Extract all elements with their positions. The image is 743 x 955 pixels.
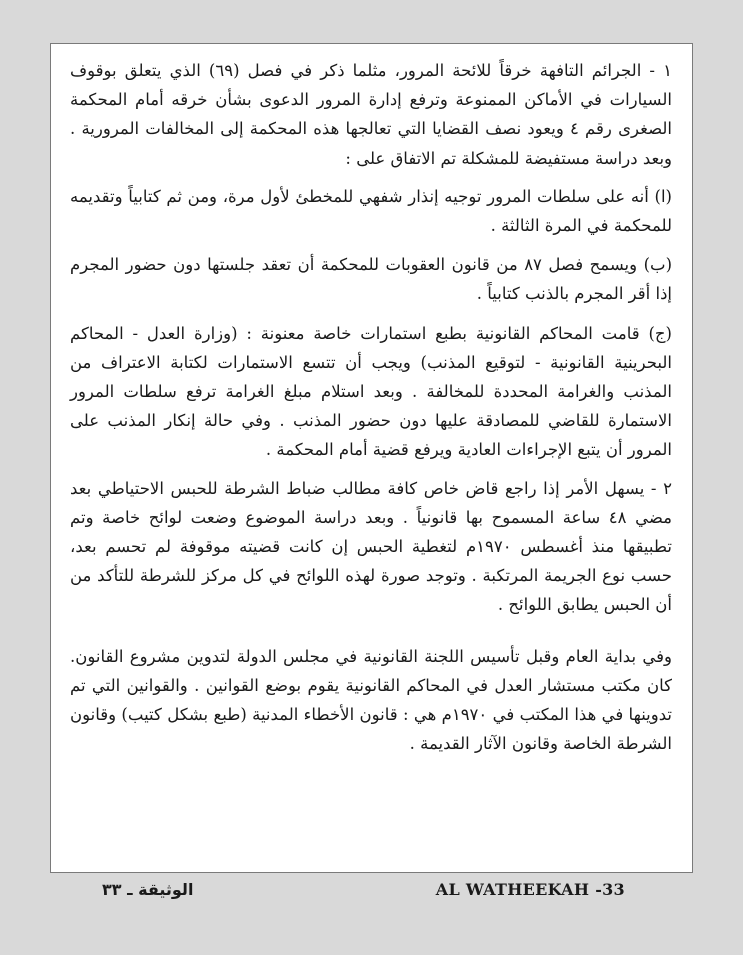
footer-arabic-page-label: الوثيقة ـ ٣٣ [102,880,194,899]
paragraph-item-a: (ا) أنه على سلطات المرور توجيه إنذار شفهي للمخطئ لأول مرة، ومن ثم كتابياً وتقديمه للمحكمة في المرة الثالثة . [70,186,672,236]
page-footer [50,880,693,904]
paragraph-detention: ٢ - يسهل الأمر إذا راجع قاض خاص كافة مطالب ضباط الشرطة للحبس الاحتياطي بعد مضي ٤٨ ساعة المسموح بها قانونياً . وبعد دراسة الموضوع وضعت لوائح خاصة وتم تطبيقها منذ أغسطس ١٩٧٠م لتغطية الحبس إن كانت قضيته موقوفة لم تحسم بعد، حسب نوع الجريمة المرتكبة . وتوجد صورة لهذه اللوائح في كل مركز للشرطة للتأكد من أن الحبس يطابق اللوائح . [70,478,672,615]
document-body [70,56,672,758]
paragraph-laws: وفي بداية العام وقبل تأسيس اللجنة القانونية في مجلس الدولة لتدوين مشروع القانون. كان مكتب مستشار العدل في المحاكم القانونية يقوم بوضع القوانين . والقوانين التي تم تدوينها في هذا المكتب في ١٩٧٠م هي : قانون الأخطاء المدنية (طبع بشكل كتيب) وقانون الشرطة الخاصة وقانون الآثار القديمة . [70,646,672,754]
paragraph-traffic-offenses: ١ - الجرائم التافهة خرقاً للائحة المرور، مثلما ذكر في فصل (٦٩) الذي يتعلق بوقوف السيارات في الأماكن الممنوعة وترفع إدارة المرور الدعوى بشأن خرقه أمام المحكمة الصغرى رقم ٤ ويعود نصف القضايا التي تعالجها هذه المحكمة إلى المخالفات المرورية . وبعد دراسة مستفيضة للمشكلة تم الاتفاق على : [70,61,672,168]
paragraph-item-b: (ب) ويسمح فصل ٨٧ من قانون العقوبات للمحكمة أن تعقد جلستها دون حضور المجرم إذا أقر المجرم بالذنب كتابياً . [70,255,673,304]
paragraph-item-c: (ج) قامت المحاكم القانونية بطبع استمارات خاصة معنونة : (وزارة العدل - المحاكم البحرينية القانونية - لتوقيع المذنب) ويجب أن تتسع الاستمارات لكتابة الاعتراف من المذنب والغرامة المحددة للمخالفة . وبعد استلام مبلغ الغرامة ترفع سلطات المرور الاستمارة للقاضي للمصادقة عليها دون حضور المذنب . وفي حالة إنكار المذنب على المرور أن يتبع الإجراءات العادية ويرفع قضية أمام المحكمة . [70,323,672,460]
footer-english-page-label: AL WATHEEKAH -33 [435,880,625,899]
